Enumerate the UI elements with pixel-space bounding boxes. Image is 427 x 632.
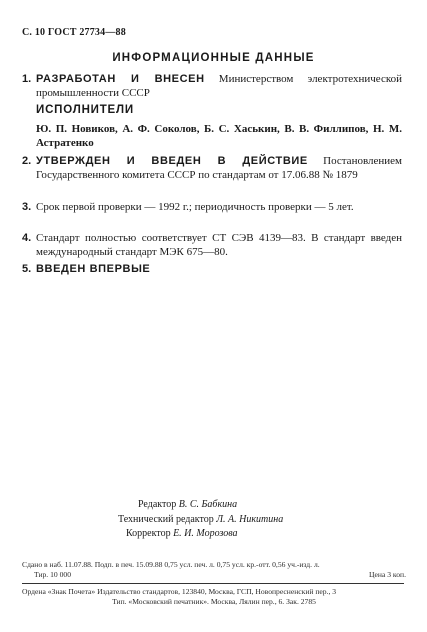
item-text: Стандарт полностью соответствует СТ СЭВ 4139—83. В стандарт введен международный стандарт МЭК 675—80. <box>36 232 402 258</box>
price: Цена 3 коп. <box>369 570 406 579</box>
imprint-line-4: Тип. «Московский печатник». Москва, Лялин пер., 6. Зак. 2785 <box>112 597 316 606</box>
document-title: ИНФОРМАЦИОННЫЕ ДАННЫЕ <box>112 52 315 64</box>
executors-list: Ю. П. Новиков, А. Ф. Соколов, Б. С. Хаськин, В. В. Филлипов, Н. М. Астратенко <box>36 123 402 149</box>
item-number: 5. <box>22 263 32 275</box>
item-number: 1. <box>22 73 32 85</box>
editor-line: Корректор Е. И. Морозова <box>126 528 238 539</box>
item-number: 4. <box>22 232 32 244</box>
item-text: Постановлением Государственного комитета СССР по стандартам от 17.06.88 № 1879 <box>36 155 402 181</box>
page-header: С. 10 ГОСТ 27734—88 <box>22 27 126 38</box>
executors-heading: ИСПОЛНИТЕЛИ <box>36 104 134 116</box>
info-item-5 <box>22 262 402 276</box>
print-run: Тир. 10 000 <box>34 570 71 579</box>
item-number: 2. <box>22 155 32 167</box>
item-lead: РАЗРАБОТАН И ВНЕСЕН <box>36 73 205 85</box>
item-text: Срок первой проверки — 1992 г.; периодичность проверки — 5 лет. <box>36 201 354 213</box>
info-item-2 <box>22 154 402 182</box>
info-item-1 <box>22 72 402 100</box>
divider <box>22 583 404 584</box>
info-item-4 <box>22 231 402 259</box>
imprint-line-1: Сдано в наб. 11.07.88. Подп. в печ. 15.09.88 0,75 усл. печ. л. 0,75 усл. кр.-отт. 0,56 уч.-изд. л. <box>22 560 320 569</box>
imprint-line-3: Ордена «Знак Почета» Издательство стандартов, 123840, Москва, ГСП, Новопресненский пер., 3 <box>22 587 337 596</box>
editor-line: Редактор В. С. Бабкина <box>138 499 238 510</box>
item-lead: УТВЕРЖДЕН И ВВЕДЕН В ДЕЙСТВИЕ <box>36 155 308 167</box>
item-lead: ВВЕДЕН ВПЕРВЫЕ <box>36 263 151 275</box>
editor-line: Технический редактор Л. А. Никитина <box>118 513 284 525</box>
item-number: 3. <box>22 201 32 213</box>
item-text: Министерством электротехнической промышленности СССР <box>36 73 402 99</box>
imprint-line-2 <box>22 570 406 580</box>
editors-block <box>118 498 283 542</box>
info-item-3 <box>22 200 402 214</box>
